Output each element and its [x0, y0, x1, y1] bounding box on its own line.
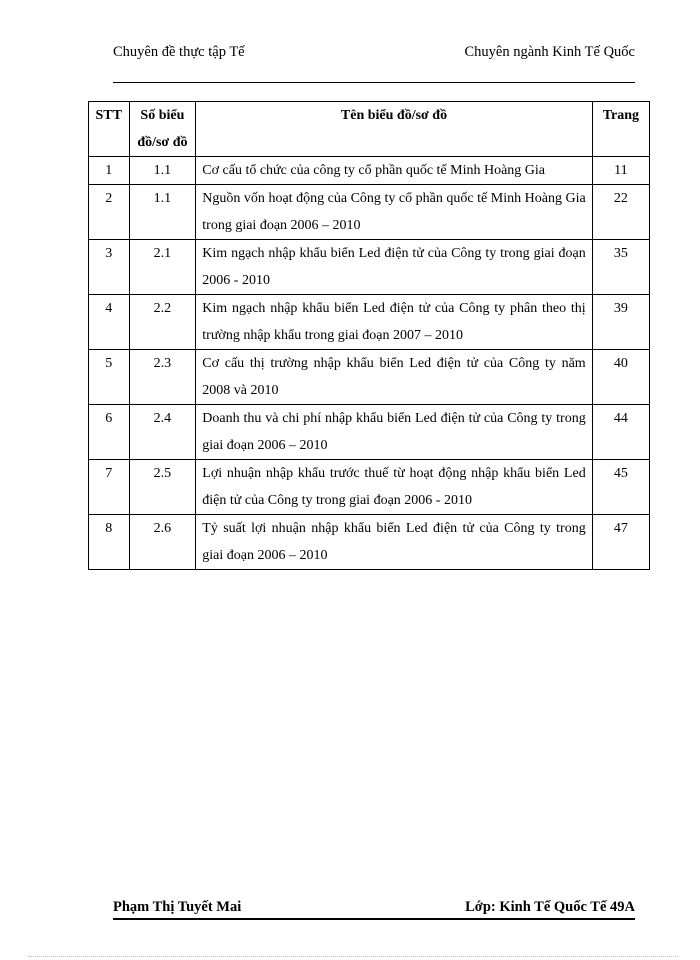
page-header	[113, 38, 635, 83]
page-footer	[113, 896, 635, 920]
cell-ten: Lợi nhuận nhập khẩu trước thuế từ hoạt động nhập khẩu biển Led điện tử của Công ty trong giai đoạn 2006 - 2010	[196, 460, 592, 515]
cell-trang: 22	[592, 185, 649, 240]
cell-ten: Nguồn vốn hoạt động của Công ty cổ phần quốc tế Minh Hoàng Gia trong giai đoạn 2006 – 2010	[196, 185, 592, 240]
table-row	[89, 515, 650, 570]
cell-so: 2.1	[129, 240, 196, 295]
cell-ten: Cơ cấu thị trường nhập khẩu biển Led điện tử của Công ty năm 2008 và 2010	[196, 350, 592, 405]
table-row	[89, 460, 650, 515]
cell-so: 2.5	[129, 460, 196, 515]
cell-so: 2.6	[129, 515, 196, 570]
col-header-so: Số biểu đồ/sơ đồ	[129, 102, 196, 157]
cell-stt: 8	[89, 515, 130, 570]
cell-so: 2.3	[129, 350, 196, 405]
cell-ten: Doanh thu và chi phí nhập khẩu biển Led điện tử của Công ty trong giai đoạn 2006 – 2010	[196, 405, 592, 460]
cell-trang: 40	[592, 350, 649, 405]
cell-stt: 1	[89, 157, 130, 185]
cell-ten: Cơ cấu tổ chức của công ty cổ phần quốc tế Minh Hoàng Gia	[196, 157, 592, 185]
cell-stt: 3	[89, 240, 130, 295]
header-right-text: Chuyên ngành Kinh Tế Quốc	[464, 44, 635, 60]
cell-trang: 39	[592, 295, 649, 350]
page-bottom-edge	[28, 956, 678, 957]
col-header-stt: STT	[89, 102, 130, 157]
table-row	[89, 295, 650, 350]
cell-so: 1.1	[129, 157, 196, 185]
figure-list-table	[88, 101, 650, 570]
cell-trang: 11	[592, 157, 649, 185]
table-row	[89, 185, 650, 240]
footer-author: Phạm Thị Tuyết Mai	[113, 899, 242, 915]
cell-trang: 47	[592, 515, 649, 570]
footer-class: Lớp: Kinh Tế Quốc Tế 49A	[465, 899, 635, 915]
cell-trang: 44	[592, 405, 649, 460]
cell-trang: 45	[592, 460, 649, 515]
cell-ten: Kim ngạch nhập khẩu biển Led điện tử của Công ty trong giai đoạn 2006 - 2010	[196, 240, 592, 295]
cell-so: 1.1	[129, 185, 196, 240]
cell-stt: 4	[89, 295, 130, 350]
col-header-ten: Tên biểu đồ/sơ đồ	[196, 102, 592, 157]
col-header-trang: Trang	[592, 102, 649, 157]
table-row	[89, 405, 650, 460]
header-left-text: Chuyên đề thực tập Tế	[113, 44, 245, 60]
cell-stt: 7	[89, 460, 130, 515]
cell-so: 2.4	[129, 405, 196, 460]
cell-so: 2.2	[129, 295, 196, 350]
table-header-row	[89, 102, 650, 157]
cell-trang: 35	[592, 240, 649, 295]
cell-stt: 6	[89, 405, 130, 460]
table-row	[89, 157, 650, 185]
cell-ten: Kim ngạch nhập khẩu biển Led điện tử của Công ty phân theo thị trường nhập khẩu trong giai đoạn 2007 – 2010	[196, 295, 592, 350]
table-row	[89, 350, 650, 405]
cell-ten: Tỷ suất lợi nhuận nhập khẩu biển Led điện tử của Công ty trong giai đoạn 2006 – 2010	[196, 515, 592, 570]
cell-stt: 5	[89, 350, 130, 405]
table-row	[89, 240, 650, 295]
cell-stt: 2	[89, 185, 130, 240]
